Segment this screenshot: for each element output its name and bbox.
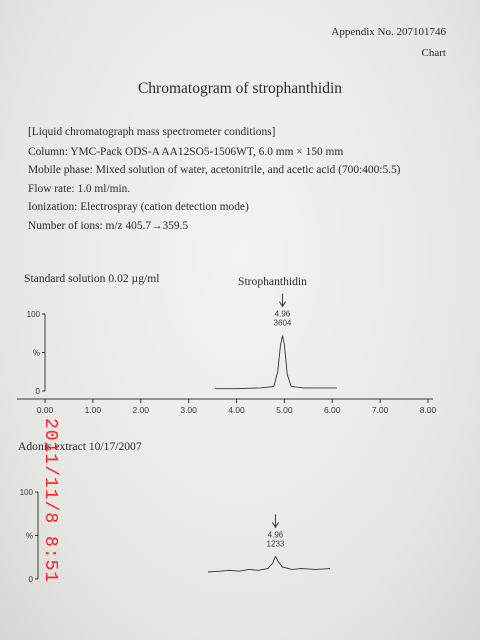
chart1-xtick-label: 4.00 xyxy=(228,405,245,415)
chart1-xtick-label: 0.00 xyxy=(36,405,54,415)
chart2-ytick-label: % xyxy=(25,531,33,541)
condition-flow-rate: Flow rate: 1.0 ml/min. xyxy=(28,183,131,195)
condition-ionization: Ionization: Electrospray (cation detection mode) xyxy=(28,201,249,213)
chart1-title: Standard solution 0.02 µg/ml xyxy=(24,272,160,285)
chart2-peak-area-label: 1233 xyxy=(266,539,285,549)
chart1-ytick-label: % xyxy=(32,348,40,358)
camera-timestamp: 2011/11/8 8:51 xyxy=(40,418,60,584)
chart1-xtick-label: 2.00 xyxy=(132,405,150,415)
chart1-xtick-label: 6.00 xyxy=(323,405,341,415)
condition-ions: Number of ions: m/z 405.7→359.5 xyxy=(28,220,189,232)
chart1-xtick-label: 7.00 xyxy=(371,405,389,415)
chart2-peak-rt-label: 4.96 xyxy=(267,530,284,540)
chart1-compound-label: Strophanthidin xyxy=(238,275,307,288)
chart1-xtick-label: 3.00 xyxy=(180,405,197,415)
page-title: Chromatogram of strophanthidin xyxy=(137,80,343,97)
condition-column: Column: YMC-Pack ODS-A AA12SO5-1506WT, 6.0 mm × 150 mm xyxy=(28,146,344,158)
chart1-xtick-label: 5.00 xyxy=(276,405,293,415)
chart1-ytick-label: 0 xyxy=(35,387,40,396)
appendix-number: Appendix No. 207101746 xyxy=(331,26,446,38)
chart1-xtick-label: 8.00 xyxy=(419,405,437,415)
chart1-xtick-label: 1.00 xyxy=(84,405,102,415)
chart2-trace xyxy=(208,556,330,572)
chart2-ytick-label: 0 xyxy=(28,575,33,584)
conditions-heading: [Liquid chromatograph mass spectrometer conditions] xyxy=(28,126,276,138)
chart1-peak-rt-label: 4.96 xyxy=(274,309,291,319)
condition-mobile-phase: Mobile phase: Mixed solution of water, acetonitrile, and acetic acid (700:400:5.5) xyxy=(28,164,401,176)
chart1-peak-area-label: 3604 xyxy=(273,318,292,328)
chart1-trace xyxy=(215,336,337,389)
chart2-ytick-label: 100 xyxy=(19,488,33,497)
chart1-ytick-label: 100 xyxy=(26,310,40,319)
chart-label: Chart xyxy=(421,47,446,59)
chart2-title: Adonis extract 10/17/2007 xyxy=(18,440,142,453)
